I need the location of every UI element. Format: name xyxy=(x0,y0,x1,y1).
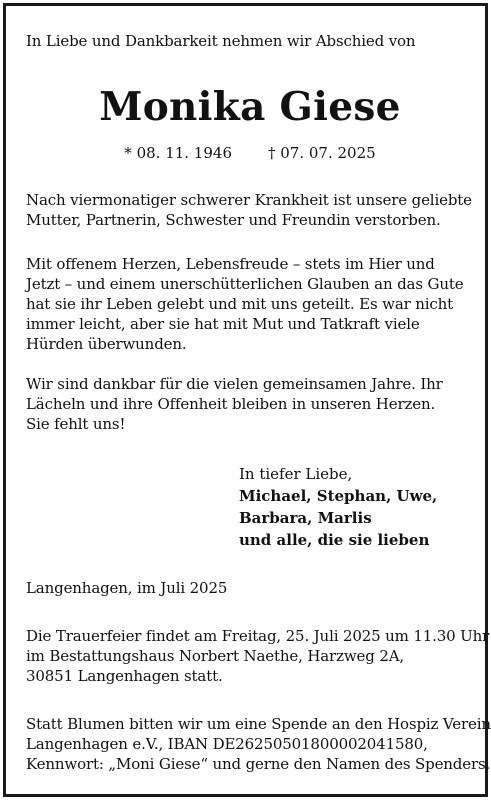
text-line: im Bestattungshaus Norbert Naethe, Harzweg 2A, xyxy=(26,647,405,665)
signature-names-line: Michael, Stephan, Uwe, xyxy=(239,487,438,505)
life-dates xyxy=(26,143,474,163)
paragraph-tribute xyxy=(26,254,463,354)
intro-text: In Liebe und Dankbarkeit nehmen wir Abschied von xyxy=(26,32,416,50)
text-line: Mutter, Partnerin, Schwester und Freundin verstorben. xyxy=(26,211,441,229)
birth-date: * 08. 11. 1946 xyxy=(124,144,232,162)
paragraph-gratitude xyxy=(26,374,443,434)
place-date: Langenhagen, im Juli 2025 xyxy=(26,579,228,597)
death-date: † 07. 07. 2025 xyxy=(268,144,376,162)
text-line: Langenhagen e.V., IBAN DE26250501800002041580, xyxy=(26,735,428,753)
signature-block xyxy=(239,463,437,551)
text-line: Wir sind dankbar für die vielen gemeinsamen Jahre. Ihr xyxy=(26,375,443,393)
signature-greeting: In tiefer Liebe, xyxy=(239,465,353,483)
text-line: Kennwort: „Moni Giese“ und gerne den Namen des Spenders. xyxy=(26,755,491,773)
donation-info xyxy=(26,714,491,774)
text-line: hat sie ihr Leben gelebt und mit uns geteilt. Es war nicht xyxy=(26,295,454,313)
text-line: Mit offenem Herzen, Lebensfreude – stets im Hier und xyxy=(26,255,435,273)
text-line: Sie fehlt uns! xyxy=(26,415,126,433)
notice-border xyxy=(3,3,491,797)
text-line: Statt Blumen bitten wir um eine Spende an den Hospiz Verein xyxy=(26,715,491,733)
text-line: immer leicht, aber sie hat mit Mut und Tatkraft viele xyxy=(26,315,420,333)
text-line: Hürden überwunden. xyxy=(26,335,187,353)
signature-names-line: und alle, die sie lieben xyxy=(239,531,430,549)
signature-names-line: Barbara, Marlis xyxy=(239,509,372,527)
text-line: 30851 Langenhagen statt. xyxy=(26,667,223,685)
text-line: Jetzt – und einem unerschütterlichen Glauben an das Gute xyxy=(26,275,464,293)
text-line: Nach viermonatiger schwerer Krankheit ist unsere geliebte xyxy=(26,191,472,209)
text-line: Lächeln und ihre Offenheit bleiben in unseren Herzen. xyxy=(26,395,436,413)
deceased-name: Monika Giese xyxy=(99,84,401,130)
funeral-info xyxy=(26,626,489,686)
text-line: Die Trauerfeier findet am Freitag, 25. Juli 2025 um 11.30 Uhr xyxy=(26,627,490,645)
paragraph-passing xyxy=(26,190,472,230)
